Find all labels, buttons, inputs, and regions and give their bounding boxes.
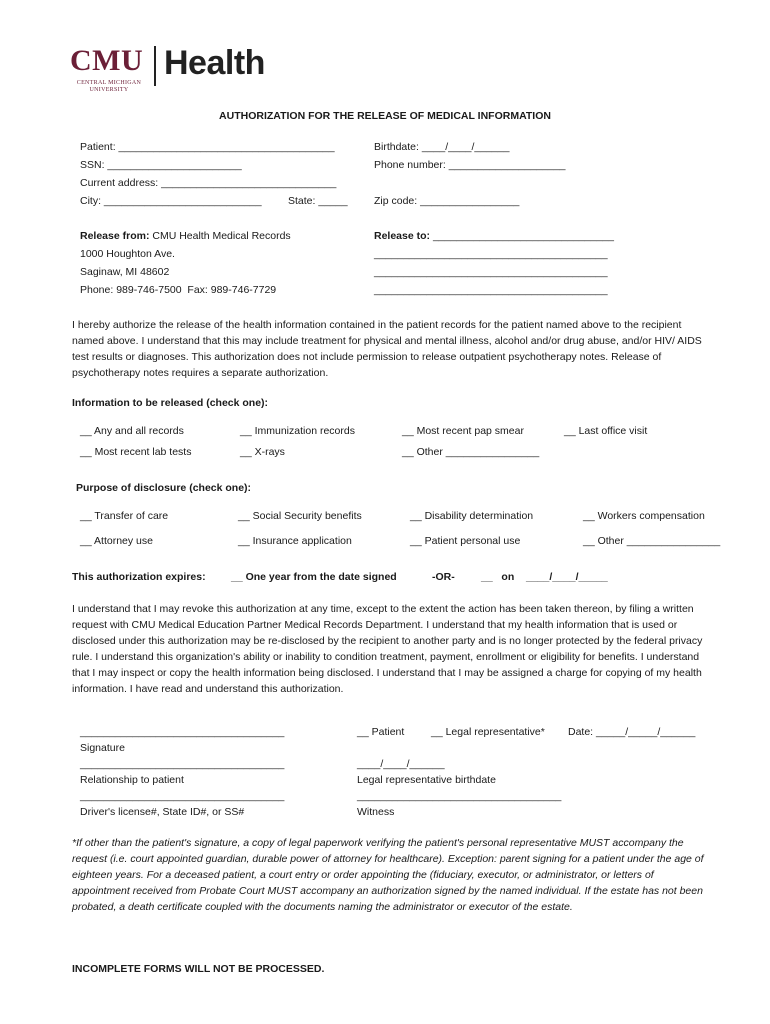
signature-date-field[interactable]: Date: _____/_____/______ [568, 726, 696, 738]
patient-checkbox[interactable]: __ Patient [357, 726, 405, 738]
birthdate-field[interactable]: Birthdate: ____/____/______ [374, 141, 510, 153]
expires-one-year-option[interactable]: __ One year from the date signed [231, 571, 397, 583]
legal-rep-checkbox[interactable]: __ Legal representative* [431, 726, 545, 738]
release-to-blank-1[interactable]: _______________________________ [430, 230, 614, 242]
phone-field[interactable]: Phone number: ____________________ [374, 159, 566, 171]
cmu-logo-mark: CMU [70, 44, 144, 77]
release-to-label: Release to: [374, 230, 431, 242]
signature-line[interactable]: ___________________________________ [80, 726, 285, 738]
purpose-option-attorney[interactable]: __ Attorney use [80, 535, 153, 547]
rep-birthdate-label: Legal representative birthdate [357, 774, 496, 786]
info-option-xrays[interactable]: __ X-rays [240, 446, 285, 458]
logo-divider [154, 46, 156, 86]
info-heading: Information to be released (check one): [72, 397, 269, 409]
id-label: Driver's license#, State ID#, or SS# [80, 806, 245, 818]
ssn-field[interactable]: SSN: _______________________ [80, 159, 242, 171]
witness-label: Witness [357, 806, 395, 818]
witness-line[interactable]: ___________________________________ [357, 790, 562, 802]
legal-footnote: *If other than the patient's signature, a copy of legal paperwork verifying the patient's personal representative MUST accompany the request (i.e. court appointed guardian, durable power of attorney for healthcare). Exception: parent signing for a patient under the age of eighteen years. For a deceased patient, a court entry or order appointing the (fiduciary, executor, or administrator, or letters of appointment received from Probate Court MUST accompany an authorization signed by the named individual. If the estate has not been probated, a death certificate coupled with the documents naming the administrator or executor of the estate. [72, 837, 704, 913]
info-option-last-visit[interactable]: __ Last office visit [564, 425, 648, 437]
purpose-option-workers-comp[interactable]: __ Workers compensation [583, 510, 705, 522]
purpose-option-ssb[interactable]: __ Social Security benefits [238, 510, 362, 522]
health-wordmark: Health [164, 44, 265, 82]
info-option-pap-smear[interactable]: __ Most recent pap smear [402, 425, 524, 437]
address-field[interactable]: Current address: ______________________________ [80, 177, 337, 189]
expires-on-option[interactable]: __ on [481, 571, 515, 583]
purpose-option-insurance[interactable]: __ Insurance application [238, 535, 352, 547]
purpose-heading: Purpose of disclosure (check one): [76, 482, 252, 494]
incomplete-notice: INCOMPLETE FORMS WILL NOT BE PROCESSED. [72, 963, 325, 975]
purpose-option-personal[interactable]: __ Patient personal use [410, 535, 521, 547]
authorization-paragraph: I hereby authorize the release of the health information contained in the patient records for the patient named above to the recipient named above. I understand that this may include treatment for physical and mental illness, alcohol and/or drug abuse, and/or HIV/ AIDS test results or diagnoses. This authorization does not include permission to release outpatient psychotherapy notes. Release of psychotherapy notes requires a separate authorization. [72, 319, 702, 379]
purpose-option-other[interactable]: __ Other ________________ [583, 535, 721, 547]
expires-or: -OR- [432, 571, 455, 583]
info-option-immunization[interactable]: __ Immunization records [240, 425, 355, 437]
release-from-label: Release from: [80, 230, 150, 242]
release-to-blank-3[interactable]: ________________________________________ [374, 266, 608, 278]
state-field[interactable]: State: _____ [288, 195, 348, 207]
rep-birthdate-line[interactable]: ____/____/______ [357, 758, 445, 770]
patient-field[interactable]: Patient: _____________________________________ [80, 141, 335, 153]
info-option-other[interactable]: __ Other ________________ [402, 446, 540, 458]
purpose-option-transfer[interactable]: __ Transfer of care [80, 510, 169, 522]
id-line[interactable]: ___________________________________ [80, 790, 285, 802]
expires-date-field[interactable]: ____/____/_____ [526, 571, 608, 583]
signature-label: Signature [80, 742, 125, 754]
relationship-line[interactable]: ___________________________________ [80, 758, 285, 770]
zip-field[interactable]: Zip code: _________________ [374, 195, 520, 207]
university-wordmark [72, 80, 146, 94]
release-from-street: 1000 Houghton Ave. [80, 248, 175, 260]
university-line-2: UNIVERSITY [89, 87, 129, 93]
university-line-1: CENTRAL MICHIGAN [76, 80, 142, 86]
expires-label: This authorization expires: [72, 571, 206, 583]
release-to-blank-2[interactable]: ________________________________________ [374, 248, 608, 260]
release-from-phone: Phone: 989-746-7500 Fax: 989-746-7729 [80, 284, 277, 296]
release-from-city: Saginaw, MI 48602 [80, 266, 170, 278]
info-option-lab-tests[interactable]: __ Most recent lab tests [80, 446, 192, 458]
relationship-label: Relationship to patient [80, 774, 184, 786]
release-to-line[interactable] [374, 230, 614, 242]
revoke-paragraph: I understand that I may revoke this authorization at any time, except to the extent the action has been taken thereon, by filing a written request with CMU Medical Education Partner Medical Records Department. I understand that my health information that is used or disclosed under this authorization may be re-disclosed by the recipient to another party and is no longer protected by the federal privacy rule. I understand this organization's ability or inability to condition treatment, payment, enrollment or eligibility for benefits. I understand that I may inspect or copy the health information being disclosed. I understand that I may be assigned a charge for copying of my health information. I have read and understand this authorization. [72, 603, 703, 695]
release-to-blank-4[interactable]: ________________________________________ [374, 284, 608, 296]
release-from-line [80, 230, 291, 242]
page-title: AUTHORIZATION FOR THE RELEASE OF MEDICAL INFORMATION [219, 110, 551, 122]
info-option-all-records[interactable]: __ Any and all records [80, 425, 184, 437]
purpose-option-disability[interactable]: __ Disability determination [410, 510, 534, 522]
city-field[interactable]: City: ___________________________ [80, 195, 262, 207]
release-from-name: CMU Health Medical Records [149, 230, 291, 242]
